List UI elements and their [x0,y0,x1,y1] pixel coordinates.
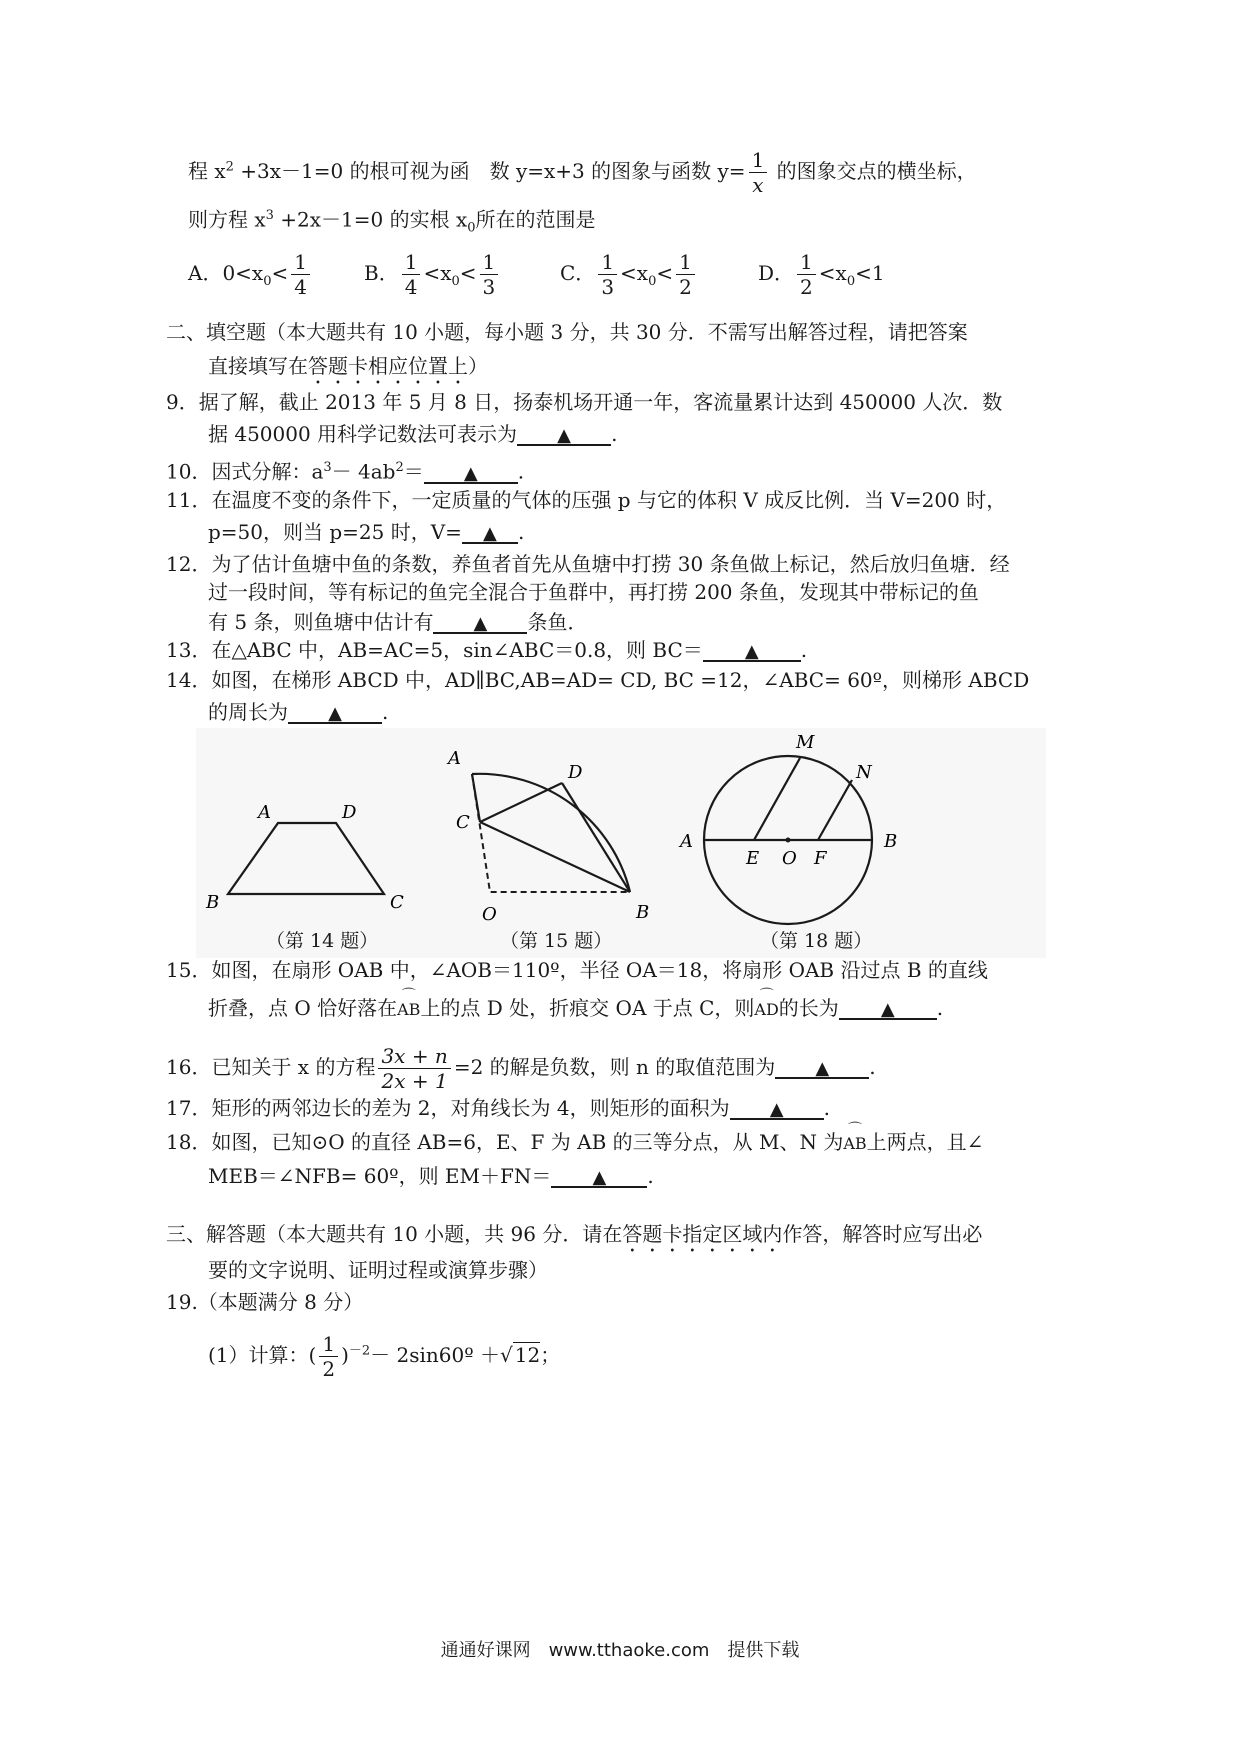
arc-ab: ⌒ AB [843,1122,867,1153]
section3-heading-line2: 要的文字说明、证明过程或演算步骤） [208,1258,548,1282]
q12-line2: 过一段时间，等有标记的鱼完全混合于鱼群中，再打捞 200 条鱼，发现其中带标记的鱼 [208,580,979,604]
q9-line2: 据 450000 用科学记数法可表示为 ▲ . [208,422,618,446]
label-f: F [814,848,827,869]
answer-blank[interactable]: ▲ [839,994,937,1020]
label-m: M [796,732,815,753]
q14-line1: 14．如图，在梯形 ABCD 中，AD∥BC,AB=AD= CD, BC =12，∠ABC= 60º，则梯形 ABCD [166,668,1030,692]
answer-blank[interactable]: ▲ [517,420,611,446]
answer-blank[interactable]: ▲ [462,518,518,544]
label-o: O [782,848,797,869]
label-a: A [258,802,271,823]
section2-heading: 二、填空题（本大题共有 10 小题，每小题 3 分，共 30 分．不需写出解答过程，请把答案 [166,320,968,344]
q19-part1: (1）计算：( $\frac{1}{2}$ )$^{-2}$－ 2sin60º ＋√ 12； [208,1332,561,1381]
label-c: C [390,892,404,913]
q11-line2: p=50，则当 p=25 时，V= ▲ . [208,520,525,544]
figures-row [196,728,1046,958]
arc-ad: ⌒ AD [754,988,779,1019]
answer-blank[interactable]: ▲ [703,636,801,662]
q19-header: 19.（本题满分 8 分） [166,1290,364,1314]
q13: 13．在△ABC 中，AB=AC=5，sin∠ABC＝0.8，则 BC＝ ▲ . [166,638,808,662]
q8-option-c: C． $\frac{1}{3}$ $<x_0<$ $\frac{1}{2}$ [560,250,698,299]
label-e: E [746,848,760,869]
q8-option-d: D． $\frac{1}{2}$ $<x_0<1$ [758,250,885,299]
q8-line1: 程 $x^2 +3x-1=0$ 的根可视为函 数 y=x+3 的图象与函数 y= $\frac{1}{x}$ 的图象交点的横坐标， [188,148,977,197]
q18-line2: MEB＝∠NFB= 60º，则 EM＋FN＝ ▲ . [208,1164,654,1188]
answer-blank[interactable]: ▲ [288,698,382,724]
q16: 16．已知关于 x 的方程 $\frac{3x + n}{2x + 1}$ =2 的解是负数，则 n 的取值范围为 ▲ . [166,1044,876,1093]
answer-blank[interactable]: ▲ [775,1053,869,1079]
label-n: N [856,762,872,783]
q18-line1: 18．如图，已知⊙O 的直径 AB=6，E、F 为 AB 的三等分点，从 M、N 为 ⌒ AB上两点，且∠ [166,1128,983,1158]
answer-blank[interactable]: ▲ [551,1162,647,1188]
q10: 10．因式分解：$a^3- 4ab^2=$ ▲ . [166,459,525,484]
q8-option-a: A．$0<x_0<$ $\frac{1}{4}$ [188,250,313,299]
answer-blank[interactable]: ▲ [433,608,527,634]
figure-background [196,728,1046,958]
q14-line2: 的周长为 ▲ . [208,700,389,724]
page-footer: 通通好课网 www.tthaoke.com 提供下载 [440,1640,800,1661]
label-b: B [206,892,220,913]
figure-18-caption: （第 18 题） [760,930,873,952]
q12-line3: 有 5 条，则鱼塘中估计有 ▲ 条鱼． [208,610,588,634]
arc-ab: ⌒ AB [397,988,421,1019]
label-b: B [636,902,650,923]
label-a: A [680,831,693,852]
label-b: B [884,831,898,852]
label-a: A [448,748,461,769]
q15-line1: 15．如图，在扇形 OAB 中，∠AOB＝110º，半径 OA＝18，将扇形 OAB 沿过点 B 的直线 [166,958,988,982]
q8-option-b: B． $\frac{1}{4}$ $<x_0<$ $\frac{1}{3}$ [364,250,501,299]
label-d: D [568,762,583,783]
answer-blank[interactable]: ▲ [424,458,518,484]
figure-14-caption: （第 14 题） [266,930,379,952]
q9-line1: 9．据了解，截止 2013 年 5 月 8 日，扬泰机场开通一年，客流量累计达到 450000 人次．数 [166,390,1003,414]
label-c: C [456,812,470,833]
answer-blank[interactable]: ▲ [730,1094,824,1120]
q12-line1: 12．为了估计鱼塘中鱼的条数，养鱼者首先从鱼塘中打捞 30 条鱼做上标记，然后放归鱼塘．经 [166,552,1010,576]
label-d: D [342,802,357,823]
q11-line1: 11．在温度不变的条件下，一定质量的气体的压强 p 与它的体积 V 成反比例．当 V=200 时， [166,488,1007,512]
figure-15-caption: （第 15 题） [500,930,613,952]
section2-heading-line2: 直接填写在答题卡相应位置上） [208,354,488,378]
q15-line2: 折叠，点 O 恰好落在 ⌒ AB上的点 D 处，折痕交 OA 于点 C，则 ⌒ AD的长为 ▲ . [208,994,943,1024]
label-o: O [482,904,497,925]
q16-fraction: $\frac{3x + n}{2x + 1}$ [378,1044,450,1093]
q17: 17．矩形的两邻边长的差为 2，对角线长为 4，则矩形的面积为 ▲ . [166,1096,830,1120]
q8-line2: 则方程 $x^3 +2x-1=0$ 的实根 $x_0$所在的范围是 [188,207,596,236]
q8-fraction: $\frac{1}{x}$ [749,148,768,197]
section3-heading: 三、解答题（本大题共有 10 小题，共 96 分．请在答题卡指定区域内作答，解答时应写出必 [166,1222,983,1246]
